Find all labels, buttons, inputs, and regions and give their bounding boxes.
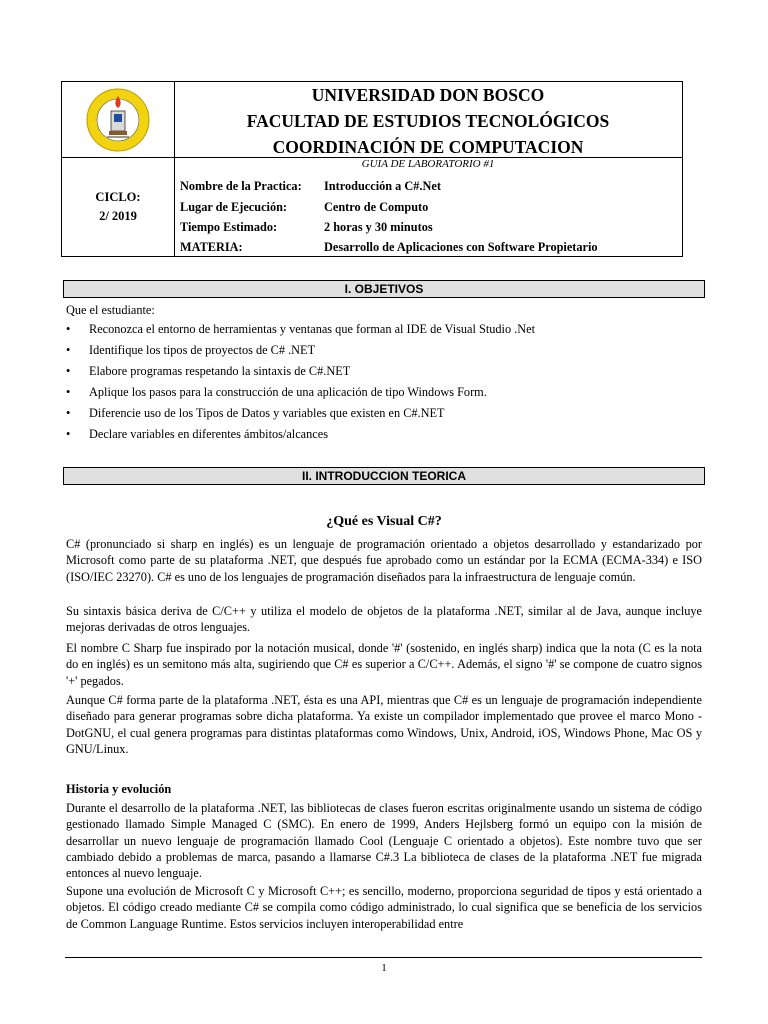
meta-value: 2 horas y 30 minutos <box>324 220 433 234</box>
bullet-icon: • <box>66 343 71 357</box>
meta-value: Introducción a C#.Net <box>324 179 441 193</box>
meta-key: Lugar de Ejecución: <box>180 200 288 214</box>
meta-key: Tiempo Estimado: <box>180 220 278 234</box>
page-number: 1 <box>381 962 387 974</box>
question-heading: ¿Qué es Visual C#? <box>326 514 442 529</box>
paragraph: El nombre C Sharp fue inspirado por la notación musical, donde '#' (sostenido, en inglés sharp) indica que la nota (C es la nota do en inglés) es un semitono más alta, sugiriendo que C# es superior a C/C++. Además, el signo '#' se compone de cuatro signos '+' pegados. <box>66 641 702 688</box>
footer-divider <box>65 957 702 958</box>
section-objetivos-header: I. OBJETIVOS <box>63 280 705 298</box>
ciclo-label: CICLO: <box>95 190 141 204</box>
meta-value: Centro de Computo <box>324 200 429 214</box>
objetivos-intro: Que el estudiante: <box>66 303 155 317</box>
bullet-icon: • <box>66 406 71 420</box>
header-title-block <box>174 82 682 157</box>
section-introduccion-header: II. INTRODUCCION TEORICA <box>63 467 705 485</box>
bullet-icon: • <box>66 364 71 378</box>
paragraph: Durante el desarrollo de la plataforma .NET, las bibliotecas de clases fueron escritas originalmente usando un sistema de código gestionado llamado Simple Managed C (SMC). En enero de 1999, Anders Hejlsberg formó un equipo con la misión de desarrollar un nuevo lenguaje de programación llamado Cool (Lenguaje C orientado a objetos). Este nombre tuvo que ser cambiado debido a problemas de marca, pasando a llamarse C#.3 La biblioteca de clases de la plataforma .NET fue migrada entonces al nuevo lenguaje. <box>66 801 702 881</box>
guide-title: GUIA DE LABORATORIO #1 <box>361 158 495 170</box>
meta-key: Nombre de la Practica: <box>180 179 302 193</box>
coordination-name: COORDINACIÓN DE COMPUTACION <box>272 137 584 157</box>
paragraph: C# (pronunciado si sharp en inglés) es un lenguaje de programación orientado a objetos desarrollado y estandarizado por Microsoft como parte de su plataforma .NET, que después fue aprobado como un estándar por la ECMA (ECMA-334) e ISO (ISO/IEC 23270). C# es uno de los lenguajes de programación diseñados para la infraestructura de lenguaje común. <box>66 537 702 584</box>
meta-key: MATERIA: <box>180 240 243 254</box>
bullet-icon: • <box>66 385 71 399</box>
meta-value: Desarrollo de Aplicaciones con Software Propietario <box>324 240 598 254</box>
paragraph: Aunque C# forma parte de la plataforma .NET, ésta es una API, mientras que C# es un lenguaje de programación independiente diseñado para generar programas sobre dicha plataforma. Ya existe un compilador implementado que provee el marco Mono - DotGNU, el cual genera programas para distintas plataformas como Windows, Unix, Android, iOS, Windows Phone, Mac OS y GNU/Linux. <box>66 693 702 756</box>
university-logo <box>85 87 151 153</box>
paragraph: Su sintaxis básica deriva de C/C++ y utiliza el modelo de objetos de la plataforma .NET, similar al de Java, aunque incluye mejoras derivadas de otros lenguajes. <box>66 604 702 635</box>
header-table <box>61 81 683 257</box>
ciclo-block <box>62 188 174 226</box>
paragraph: Supone una evolución de Microsoft C y Microsoft C++; es sencillo, moderno, proporciona seguridad de tipos y está orientado a objetos. El código creado mediante C# se compila como código administrado, lo cual significa que se beneficia de los servicios de Common Language Runtime. Estos servicios incluyen interoperabilidad entre <box>66 884 702 931</box>
ciclo-value: 2/ 2019 <box>99 209 137 223</box>
bullet-icon: • <box>66 427 71 441</box>
history-heading: Historia y evolución <box>66 782 172 796</box>
bullet-icon: • <box>66 322 71 336</box>
faculty-name: FACULTAD DE ESTUDIOS TECNOLÓGICOS <box>246 111 610 131</box>
university-name: UNIVERSIDAD DON BOSCO <box>311 85 545 105</box>
